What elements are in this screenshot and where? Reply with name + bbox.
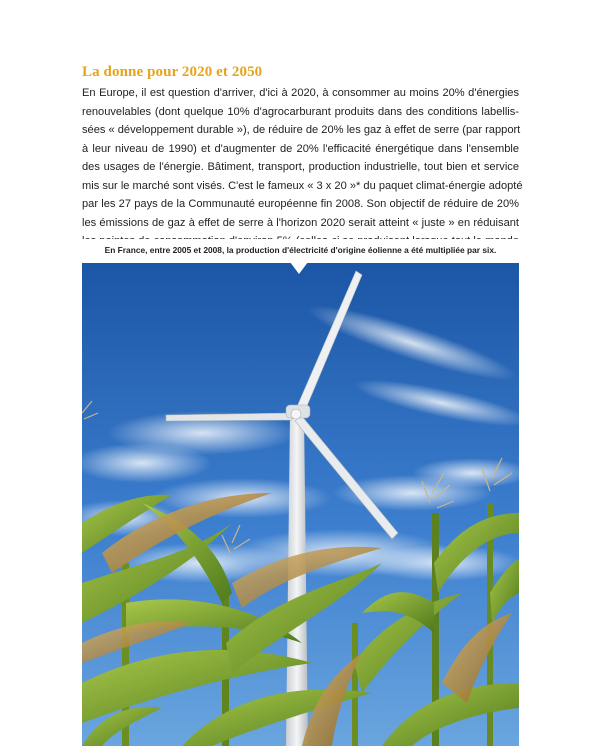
photo-illustration bbox=[82, 263, 519, 746]
paragraph-line: En Europe, il est question d'arriver, d'ici à 2020, à consommer au moins 20% d'énergies bbox=[82, 87, 519, 99]
wind-turbine-photo bbox=[82, 263, 519, 746]
paragraph-line: à leur niveau de 1990) et d'augmenter de 20% l'efficacité énergétique dans l'ensemble bbox=[82, 142, 519, 155]
paragraph-line: par les 27 pays de la Communauté européenne fin 2008. Son objectif de réduire de 20% bbox=[82, 198, 519, 210]
paragraph-line: sées « développement durable »), de réduire de 20% les gaz à effet de serre (par rapport bbox=[82, 124, 521, 136]
section-heading: La donne pour 2020 et 2050 bbox=[82, 64, 263, 80]
paragraph-line: des usages de l'énergie. Bâtiment, transport, production industrielle, tout bien et service bbox=[82, 161, 519, 173]
paragraph-line: renouvelables (dont quelque 10% d'agrocarburant produits dans des conditions labellis- bbox=[82, 105, 519, 118]
body-paragraph bbox=[82, 84, 523, 251]
caption-pointer bbox=[290, 262, 308, 274]
paragraph-line: mis sur le marché sont visés. C'est le fameux « 3 x 20 »* du paquet climat-énergie adopté bbox=[82, 179, 523, 192]
figure-caption: En France, entre 2005 et 2008, la production d'électricité d'origine éolienne a été multipliée par six. bbox=[104, 245, 497, 255]
paragraph-line: les émissions de gaz à effet de serre à l'horizon 2020 serait atteint « juste » en réduisant bbox=[82, 216, 519, 229]
figure-caption-bar bbox=[82, 239, 519, 263]
